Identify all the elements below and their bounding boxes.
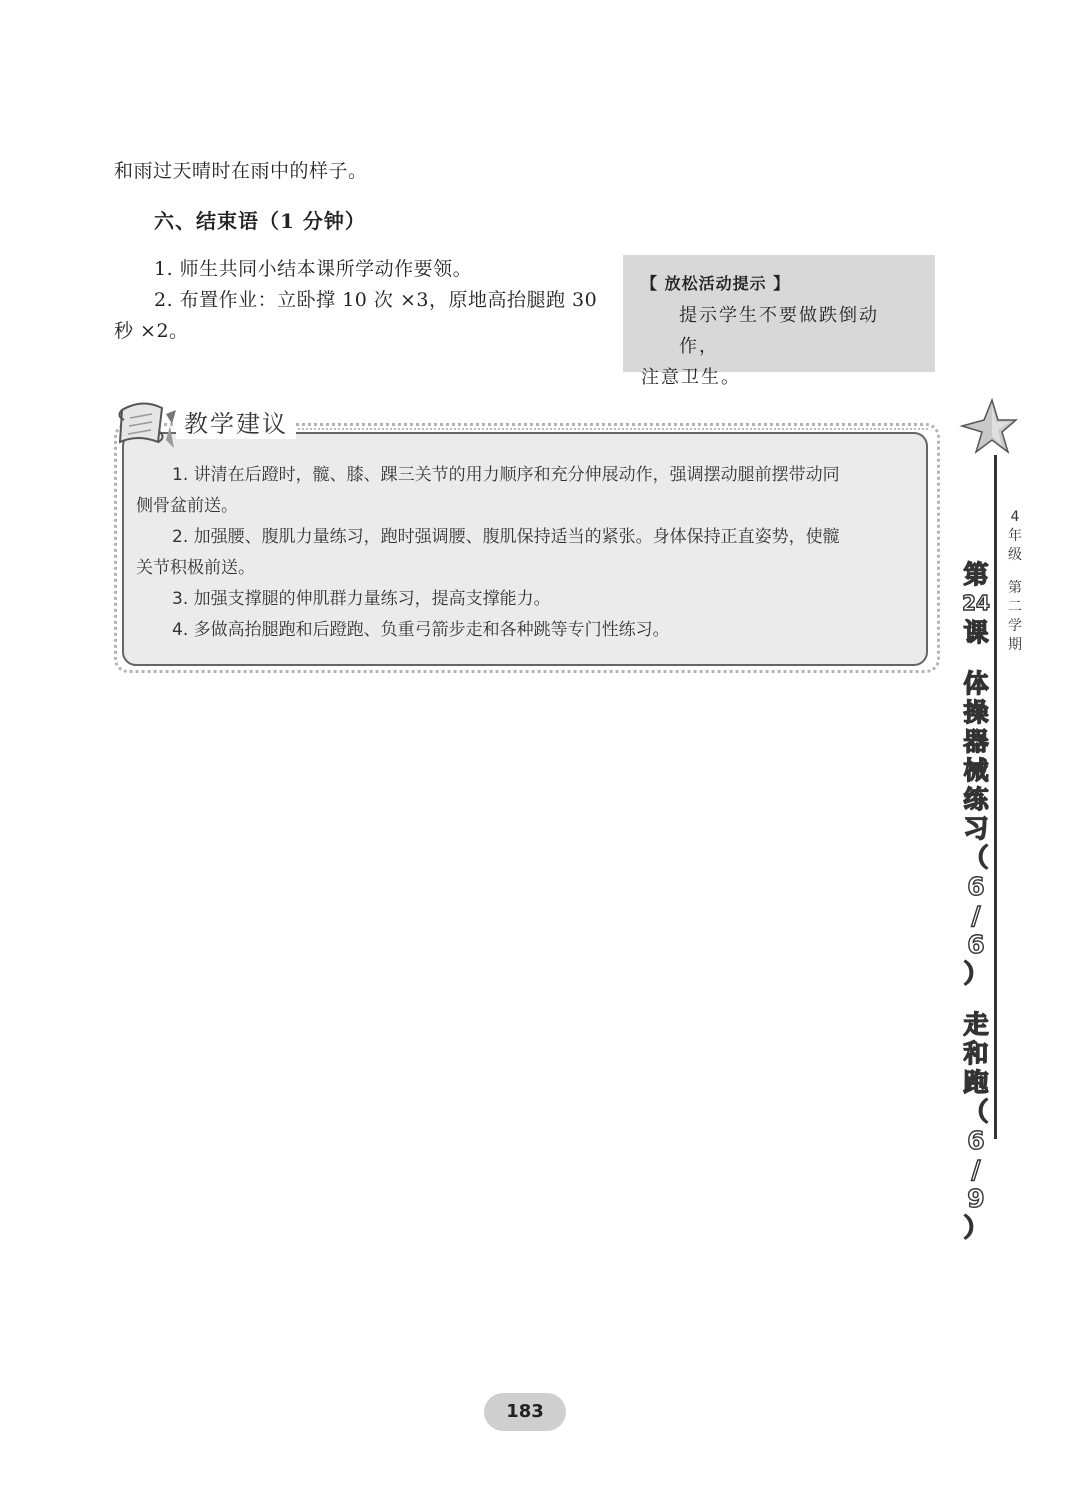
lesson-char: 械 (963, 756, 989, 785)
tip-title: 【 放松活动提示 】 (641, 274, 791, 293)
lesson-title-vertical (960, 560, 992, 1242)
lesson-char: 6 (967, 872, 985, 901)
lesson-char: / (971, 901, 981, 930)
item-2-line-1: 2. 布置作业：立卧撑 10 次 ×3，原地高抬腿跑 30 (154, 289, 598, 311)
lesson-char: 第 (963, 560, 989, 589)
term-char: 期 (1008, 637, 1022, 653)
suggestion-box (122, 432, 928, 666)
tip-line-2: 注意卫生。 (641, 367, 741, 388)
term-char: 二 (1008, 599, 1022, 615)
suggestion-1-line-1: 1. 讲清在后蹬时，髋、膝、踝三关节的用力顺序和充分伸展动作，强调摆动腿前摆带动同 (172, 465, 840, 485)
lesson-char: 24 (962, 591, 990, 615)
lesson-char: 操 (963, 698, 989, 727)
grade-char: 级 (1008, 547, 1022, 563)
lesson-char: 练 (963, 785, 989, 814)
suggestion-2-line-2: 关节积极前送。 (136, 558, 255, 578)
lesson-char: 走 (963, 1010, 989, 1039)
section-heading: 六、结束语（1 分钟） (154, 209, 366, 233)
title-dotted-line (298, 428, 928, 430)
lesson-char: （ (963, 843, 989, 872)
spacer (1003, 565, 1027, 579)
tip-line-1: 提示学生不要做跌倒动作， (679, 305, 879, 357)
grade-term-label (1003, 508, 1027, 655)
lesson-spacer (960, 647, 992, 669)
tip-body (641, 300, 917, 393)
lesson-char: 课 (963, 618, 989, 647)
grade-char: 4 (1010, 509, 1020, 525)
lesson-char: 9 (967, 1184, 985, 1213)
item-2-line-2: 秒 ×2。 (114, 320, 189, 342)
lesson-char: ） (963, 1213, 989, 1242)
side-rule (994, 455, 997, 1139)
lesson-char: 体 (963, 669, 989, 698)
lesson-char: 跑 (963, 1068, 989, 1097)
scroll-icon (112, 396, 180, 458)
lesson-char: 6 (967, 930, 985, 959)
grade-char: 年 (1008, 528, 1022, 544)
lesson-char: 和 (963, 1039, 989, 1068)
suggestion-title: 教学建议 (176, 404, 296, 439)
lesson-char: 6 (967, 1126, 985, 1155)
suggestion-1-line-2: 侧骨盆前送。 (136, 496, 238, 516)
lesson-spacer (960, 988, 992, 1010)
lesson-char: ） (963, 959, 989, 988)
lesson-char: / (971, 1155, 981, 1184)
relax-tip-box (623, 255, 935, 388)
lesson-char: （ (963, 1097, 989, 1126)
suggestion-4: 4. 多做高抬腿跑和后蹬跑、负重弓箭步走和各种跳等专门性练习。 (172, 620, 670, 640)
page-number: 183 (484, 1393, 566, 1431)
term-char: 第 (1008, 580, 1022, 596)
star-icon (958, 398, 1018, 458)
suggestion-3: 3. 加强支撑腿的伸肌群力量练习，提高支撑能力。 (172, 589, 551, 609)
term-char: 学 (1008, 618, 1022, 634)
lesson-char: 器 (963, 727, 989, 756)
suggestion-2-line-1: 2. 加强腰、腹肌力量练习，跑时强调腰、腹肌保持适当的紧张。身体保持正直姿势，使髋 (172, 527, 840, 547)
lesson-char: 习 (963, 814, 989, 843)
item-1: 1. 师生共同小结本课所学动作要领。 (154, 258, 473, 280)
continuation-line: 和雨过天晴时在雨中的样子。 (114, 160, 368, 182)
